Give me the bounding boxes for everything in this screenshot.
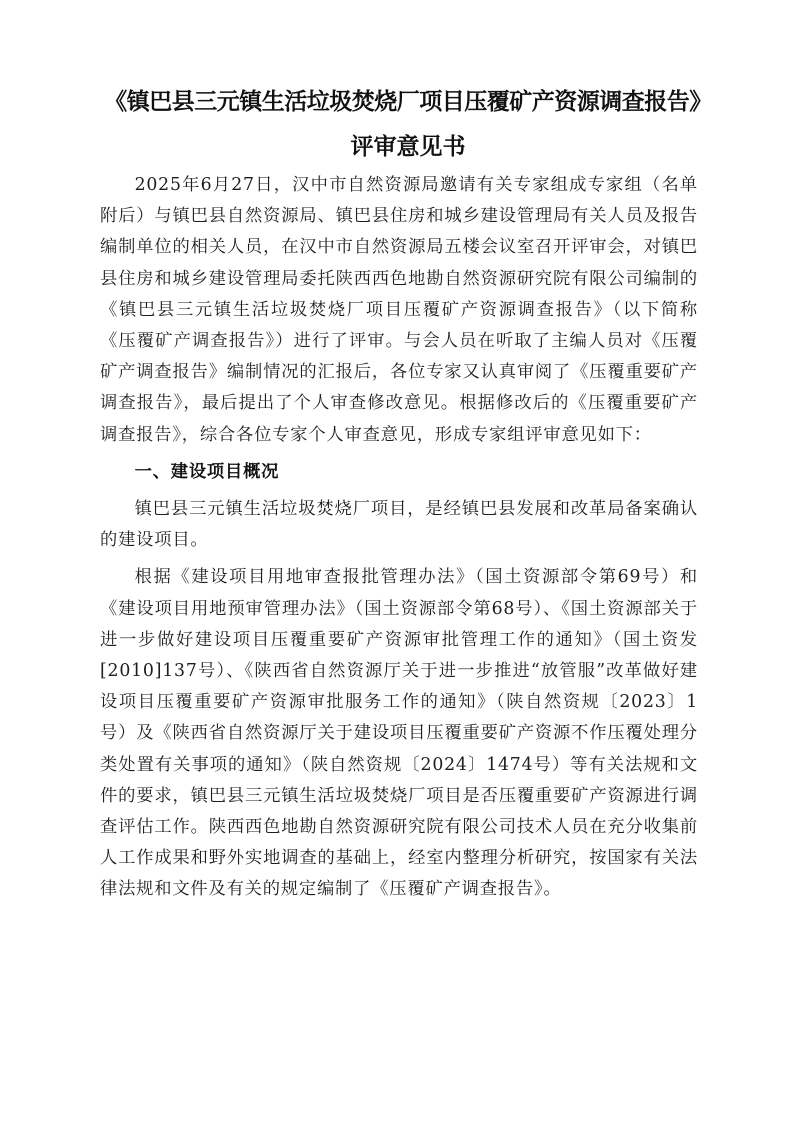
regulations-paragraph: 根据《建设项目用地审查报批管理办法》（国土资源部令第69号）和《建设项目用地预审管理办法》（国土资源部令第68号）、《国土资源部关于进一步做好建设项目压覆重要矿产资源审批管理工作的通知》（国土资发[2010]137号）、《陕西省自然资源厅关于进一步推进“放管服”改革做好建设项目压覆重要矿产资源审批服务工作的通知》（陕自然资规〔2023〕1号）及《陕西省自然资源厅关于建设项目压覆重要矿产资源不作压覆处理分类处置有关事项的通知》（陕自然资规〔2024〕1474号）等有关法规和文件的要求，镇巴县三元镇生活垃圾焚烧厂项目是否压覆重要矿产资源进行调查评估工作。陕西西色地勘自然资源研究院有限公司技术人员在充分收集前人工作成果和野外实地调查的基础上，经室内整理分析研究，按国家有关法律法规和文件及有关的规定编制了《压覆矿产调查报告》。 (100, 567, 698, 900)
document-title: 《镇巴县三元镇生活垃圾焚烧厂项目压覆矿产资源调查报告》 (104, 88, 712, 115)
document-body (100, 170, 698, 912)
intro-paragraph: 2025年6月27日，汉中市自然资源局邀请有关专家组成专家组（名单附后）与镇巴县自然资源局、镇巴县住房和城乡建设管理局有关人员及报告编制单位的相关人员，在汉中市自然资源局五楼会议室召开评审会，对镇巴县住房和城乡建设管理局委托陕西西色地勘自然资源研究院有限公司编制的《镇巴县三元镇生活垃圾焚烧厂项目压覆矿产资源调查报告》（以下简称《压覆矿产调查报告》）进行了评审。与会人员在听取了主编人员对《压覆矿产调查报告》编制情况的汇报后，各位专家又认真审阅了《压覆重要矿产调查报告》，最后提出了个人审查修改意见。根据修改后的《压覆重要矿产调查报告》，综合各位专家个人审查意见，形成专家组评审意见如下： (100, 175, 698, 445)
project-overview-paragraph: 镇巴县三元镇生活垃圾焚烧厂项目，是经镇巴县发展和改革局备案确认的建设项目。 (100, 499, 698, 551)
section-heading-project-overview: 一、建设项目概况 (134, 461, 280, 482)
document-subtitle: 评审意见书 (350, 133, 466, 160)
